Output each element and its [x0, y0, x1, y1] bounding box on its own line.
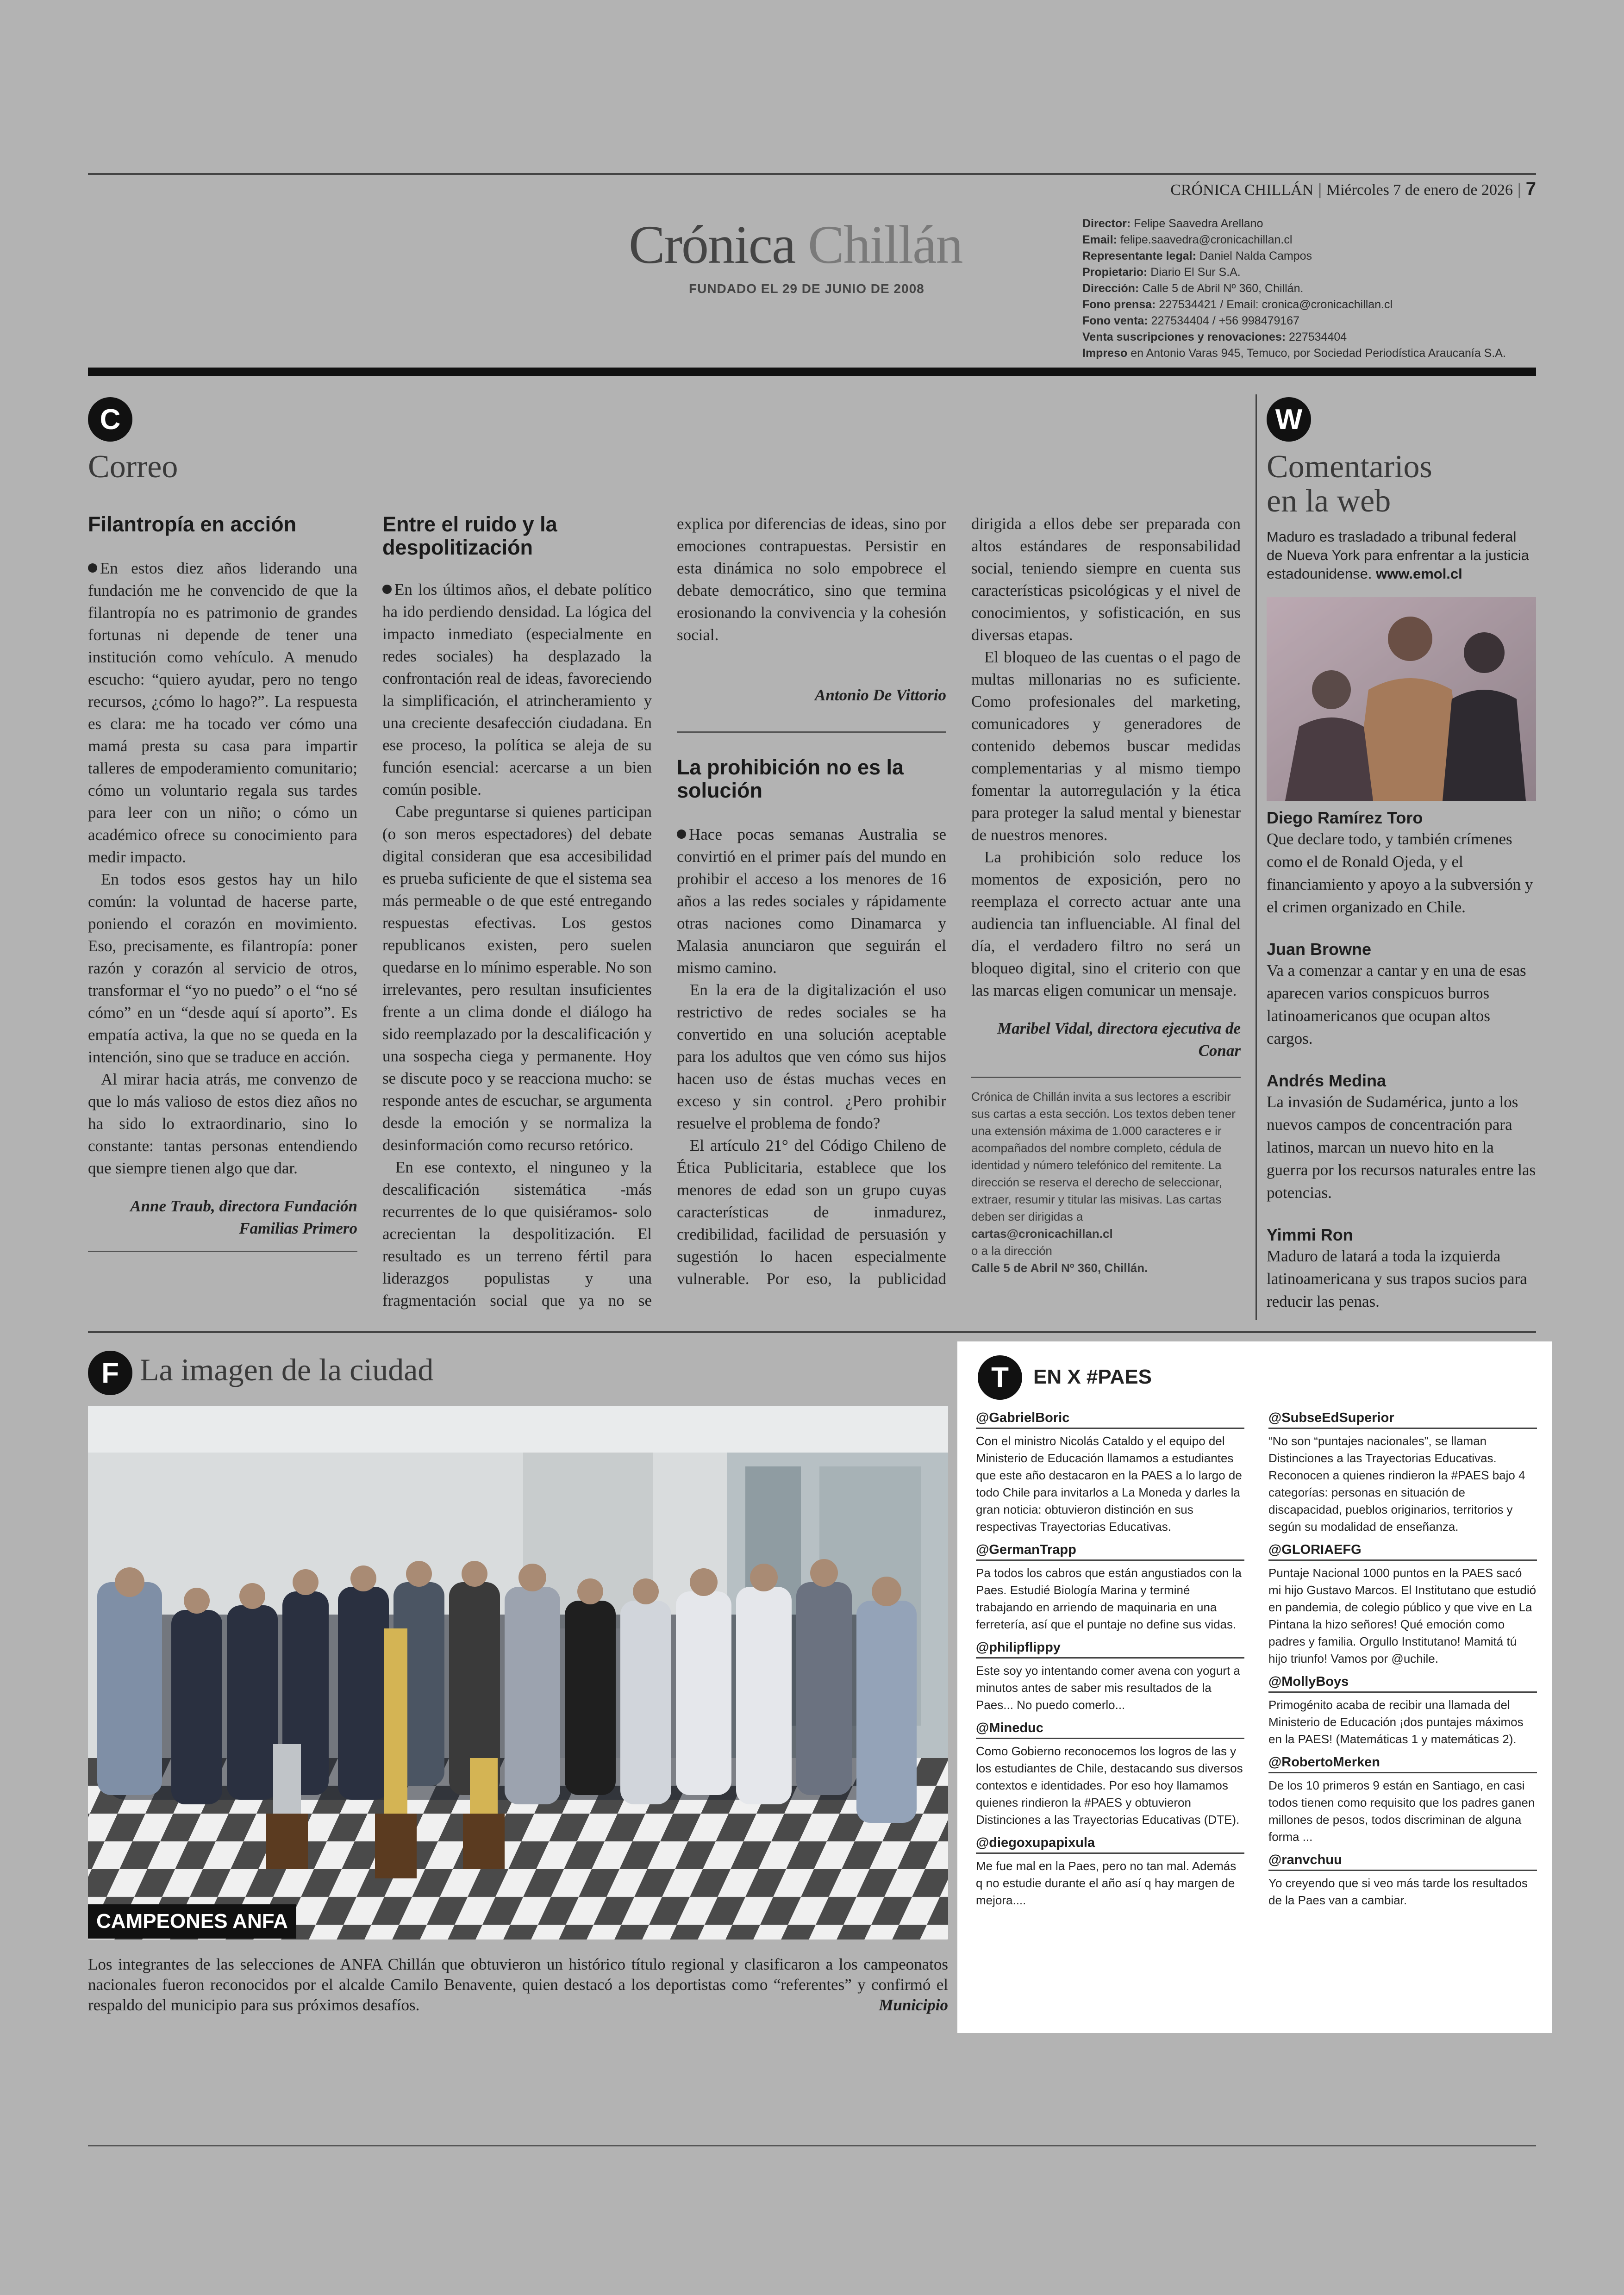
letter-paragraph: En los últimos años, el debate político ha ido perdiendo densidad. La lógica del impacto inmediato (especialmente en redes sociales) ha desplazado la confrontación real de ideas, favoreciendo la simplificación, el atrincheramiento y una creciente desafección ciudadana. En ese proceso, la política se aleja de su función esencial: acercarse a un bien común posible.	[382, 580, 652, 798]
logo-word-chillan: Chillán	[808, 214, 962, 275]
letter-filantropia	[88, 513, 357, 1252]
tweet-handle[interactable]: @ranvchuu	[1268, 1851, 1537, 1871]
comentarios-badge: W	[1267, 397, 1311, 442]
comment-text: Que declare todo, y también crímenes como el de Ronald Ojeda, y el financiamiento y apoyo a la subversión y el crimen organizado en Chile.	[1267, 830, 1533, 916]
campeones-photo	[88, 1406, 948, 1940]
bullet-icon	[677, 829, 686, 839]
running-title: CRÓNICA CHILLÁN	[1170, 181, 1314, 199]
tweet-text: “No son “puntajes nacionales”, se llaman Distinciones a las Trayectorias Educativas. Reconocen a quienes rindieron la #PAES bajo 4 categorías: personas en situación de discapacidad, pueblos originarios, territorios y según su modalidad de enseñanza.	[1268, 1434, 1525, 1534]
letter-paragraph: La prohibición solo reduce los momentos de exposición, pero no reemplaza el correcto actuar ante una audiencia tan influenciable. Al final del día, el verdadero filtro no será un bloqueo digital, sino el criterio con que las marcas eligen comunicar un mensaje.	[971, 848, 1241, 999]
photo-caption: Los integrantes de las selecciones de ANFA Chillán que obtuvieron un histórico título regional y clasificaron a los campeonatos nacionales fueron reconocidos por el alcalde Camilo Benavente, quien destacó a los deportistas como “referentes” y confirmó el respaldo del municipio para sus próximos desafíos. Municipio	[88, 1954, 948, 2015]
tweet-handle[interactable]: @diegoxupapixula	[976, 1834, 1244, 1854]
letter-signature: Antonio De Vittorio	[815, 686, 946, 704]
letter-paragraph: En ese contexto, el ninguneo y la descalificación sistemática -más recurrentes de lo que quisiéramos- solo acrecientan la despolitización. El resultado es un terreno fértil para liderazgos populistas y una fragmentación social que ya no se	[382, 1158, 652, 1310]
masthead-credits	[1082, 216, 1541, 362]
twitter-panel	[957, 1341, 1552, 2033]
twitter-badge: T	[978, 1355, 1022, 1400]
tweet-text: Pa todos los cabros que están angustiados con la Paes. Estudié Biología Marina y terminé trabajando en arriendo de maquinaria en una ferretería, así que el puntaje no define sus vidas.	[976, 1566, 1242, 1631]
photo-credit: Municipio	[879, 1996, 948, 2014]
tweet	[1268, 1541, 1537, 1667]
tweet-text: Con el ministro Nicolás Cataldo y el equipo del Ministerio de Educación llamamos a estudiantes que este año destacaron en la PAES a lo largo de todo Chile para invitarlos a La Moneda y darles la gran noticia: obtuvieron distinción en sus respectivas Trayectorias Educativas.	[976, 1434, 1242, 1534]
bullet-icon	[382, 585, 392, 594]
photo-label: CAMPEONES ANFA	[88, 1904, 296, 1939]
letter-paragraph-continued: dirigida a ellos debe ser preparada con altos estándares de responsabilidad social, teniendo siempre en cuenta sus características psicológicas y el nivel de conocimientos, y sofisticación, en sus diversas etapas.	[971, 515, 1241, 644]
credit-line: Fono venta: 227534404 / +56 998479167	[1082, 314, 1300, 327]
imagen-badge: F	[88, 1351, 132, 1395]
letter-despolitizacion-continued	[677, 513, 946, 1290]
tweet	[976, 1639, 1244, 1714]
comment-author: Juan Browne	[1267, 940, 1372, 959]
comments-list	[1267, 808, 1536, 1334]
maduro-photo	[1267, 597, 1536, 801]
credit-line: Director: Felipe Saavedra Arellano	[1082, 217, 1263, 230]
tweet	[1268, 1753, 1537, 1846]
letter-headline: Entre el ruido y la despolitización	[382, 512, 557, 559]
letter-paragraph: Hace pocas semanas Australia se convirtió en el primer país del mundo en prohibir el acceso a los menores de 16 años a las redes sociales y rápidamente otras naciones como Dinamarca y Malasia anunciaron que seguirán el mismo camino.	[677, 825, 946, 977]
notice-email[interactable]: cartas@cronicachillan.cl	[971, 1227, 1113, 1241]
masthead-thick-rule	[88, 368, 1536, 376]
notice-or: o a la dirección	[971, 1244, 1052, 1258]
tweet	[976, 1834, 1244, 1909]
tweet-text: Puntaje Nacional 1000 puntos en la PAES sacó mi hijo Gustavo Marcos. El Institutano que estudió en pandemia, de colegio público y que vive en La Pintana la hizo señores! Qué emoción como padres y familia. Orgullo Institutano! Mamitá tú hijo triunfo! Vamos por @uchile.	[1268, 1566, 1537, 1665]
comment	[1267, 808, 1536, 918]
tweet-text: De los 10 primeros 9 están en Santiago, en casi todos tienen como requisito que los padres ganen millones de pesos, todos discriminan de alguna forma ...	[1268, 1778, 1535, 1844]
tweet-handle[interactable]: @GLORIAEFG	[1268, 1541, 1537, 1561]
comment-text: La invasión de Sudamérica, junto a los nuevos campos de concentración para latinos, marcan un nuevo hito en la guerra por los recursos naturales entre las potencias.	[1267, 1093, 1536, 1202]
bullet-icon	[88, 563, 97, 573]
comment	[1267, 1071, 1536, 1204]
comment-author: Diego Ramírez Toro	[1267, 808, 1423, 827]
letter-signature: Maribel Vidal, directora ejecutiva de Conar	[997, 1019, 1241, 1060]
credit-line: Venta suscripciones y renovaciones: 227534404	[1082, 331, 1347, 343]
tweet	[976, 1719, 1244, 1828]
comment-author: Yimmi Ron	[1267, 1225, 1353, 1244]
tweet	[1268, 1409, 1537, 1535]
letter-paragraph: En todos esos gestos hay un hilo común: la voluntad de hacerse parte, poniendo el corazón en movimiento. Eso, precisamente, es filantropía: poner razón y corazón al servicio de otros, transformar el “yo no puedo” o el “no sé cómo” en un “desde aquí sí aporto”. Es empatía activa, la que no se queda en la intención, sino que se traduce en acción.	[88, 870, 357, 1066]
page-number: 7	[1525, 179, 1536, 199]
tweet-handle[interactable]: @GermanTrapp	[976, 1541, 1244, 1561]
comentarios-title: Comentarios en la web	[1267, 449, 1432, 519]
letter-paragraph: El artículo 21° del Código Chileno de Ética Publicitaria, establece que los menores de edad son un grupo cuyas características de inmadurez, credibilidad, facilidad de persuasión y sugestión lo hacen especialmente vulnerable. Por eso, la publicidad	[677, 1136, 946, 1288]
tweet-handle[interactable]: @Mineduc	[976, 1719, 1244, 1739]
top-rule	[88, 173, 1536, 175]
letter-paragraph: Al mirar hacia atrás, me convenzo de que lo más valioso de estos diez años no ha sido lo extraordinario, sino lo constante: tantas personas entendiendo que siempre tienen algo que dar.	[88, 1070, 357, 1177]
tweet-handle[interactable]: @MollyBoys	[1268, 1673, 1537, 1693]
comment	[1267, 1225, 1536, 1313]
notice-address: Calle 5 de Abril Nº 360, Chillán.	[971, 1261, 1148, 1275]
tweet-text: Me fue mal en la Paes, pero no tan mal. Además q no estudie durante el año así q hay margen de mejora....	[976, 1859, 1237, 1907]
lead-source[interactable]: www.emol.cl	[1376, 566, 1462, 582]
tweets-left-column	[976, 1409, 1244, 1915]
credit-line: Email: felipe.saavedra@cronicachillan.cl	[1082, 233, 1293, 246]
letter-paragraph-continued: explica por diferencias de ideas, sino por emociones contrapuestas. Persistir en esta dinámica no solo empobrece el debate democrático, sino que termina erosionando la convivencia y la cohesión social.	[677, 515, 946, 644]
masthead-logo	[629, 214, 962, 275]
credit-line: Representante legal: Daniel Nalda Campos	[1082, 249, 1312, 262]
letter-headline: La prohibición no es la solución	[677, 755, 904, 802]
comment-author: Andrés Medina	[1267, 1071, 1387, 1090]
letter-paragraph: En la era de la digitalización el uso restrictivo de redes sociales se ha convertido en una solución aceptable para los adultos que ven cómo sus hijos hacen uso de éstas muchas veces en exceso y sin control. ¿Pero prohibir resuelve el problema de fondo?	[677, 981, 946, 1132]
tweet-handle[interactable]: @philipflippy	[976, 1639, 1244, 1659]
tweet-text: Como Gobierno reconocemos los logros de las y los estudiantes de Chile, destacando sus diversos contextos e identidades. Por eso hoy llamamos quienes rindieron la #PAES y obtuvieron Distinciones a las Trayectorias Educativas (DTE).	[976, 1744, 1243, 1827]
tweet-handle[interactable]: @RobertoMerken	[1268, 1753, 1537, 1773]
correo-badge: C	[88, 397, 132, 442]
tweet-text: Yo creyendo que si veo más tarde los resultados de la Paes van a cambiar.	[1268, 1876, 1528, 1907]
comment	[1267, 940, 1536, 1050]
running-header: CRÓNICA CHILLÁN | Miércoles 7 de enero de 2026 | 7	[1170, 179, 1536, 199]
letter-signature: Anne Traub, directora Fundación Familias Primero	[130, 1197, 357, 1237]
tweet	[976, 1409, 1244, 1535]
tweet	[1268, 1851, 1537, 1909]
letter-paragraph: En estos diez años liderando una fundación me he convencido de que la filantropía no es patrimonio de grandes fortunas ni depende de tener una institución como vehículo. A menudo escucho: “quiero ayudar, pero no tengo recursos, ¿cómo lo hago?”. La respuesta es clara: me ha tocado ver cómo una mamá presta su casa para impartir talleres de empoderamiento comunitario; cómo un voluntario regala sus tardes para leer con un niño; o cómo un académico ofrece su conocimiento para medir impacto.	[88, 559, 357, 866]
issue-date: Miércoles 7 de enero de 2026	[1326, 181, 1513, 199]
credit-line: Fono prensa: 227534421 / Email: cronica@cronicachillan.cl	[1082, 298, 1393, 311]
submission-notice	[971, 1088, 1241, 1277]
tweet-text: Primogénito acaba de recibir una llamada del Ministerio de Educación ¡dos puntajes máximos en la PAES! (Matemáticas 1 y matemáticas 2).	[1268, 1698, 1524, 1746]
tweet	[1268, 1673, 1537, 1748]
bottom-rule	[88, 2145, 1536, 2146]
letter-headline: Filantropía en acción	[88, 512, 297, 536]
section-divider	[88, 1331, 1536, 1333]
tweet	[976, 1541, 1244, 1633]
tweets-right-column	[1268, 1409, 1537, 1915]
twitter-title: EN X #PAES	[1033, 1366, 1152, 1388]
credit-line: Impreso en Antonio Varas 945, Temuco, por Sociedad Periodística Araucanía S.A.	[1082, 347, 1506, 360]
tweet-handle[interactable]: @GabrielBoric	[976, 1409, 1244, 1429]
logo-word-cronica: Crónica	[629, 214, 795, 275]
column-divider	[1255, 394, 1257, 1320]
letter-paragraph: Cabe preguntarse si quienes participan (o son meros espectadores) del debate digital consideran que esa accesibilidad es prueba suficiente de que el sistema sea más permeable o de que esté entregando respuestas efectivas. Los gestos republicanos existen, pero suelen quedarse en lo mínimo esperable. No son irrelevantes, pero resultan insuficientes frente a un clima donde el diálogo ha sido reemplazado por la descalificación y una sospecha ciega y permanente. Hoy se discute poco y se reacciona mucho: se responde antes de escuchar, se argumenta desde la emoción y se normaliza la desinformación como recurso retórico.	[382, 803, 652, 1154]
founded-line: FUNDADO EL 29 DE JUNIO DE 2008	[689, 281, 924, 296]
notice-text: Crónica de Chillán invita a sus lectores a escribir sus cartas a esta sección. Los textos deben tener una extensión máxima de 1.000 caracteres e ir acompañados del nombre completo, cédula de identidad y número telefónico del remitente. La dirección se reserva el derecho de seleccionar, extraer, resumir y titular las misivas. Las cartas deben ser dirigidas a	[971, 1090, 1236, 1223]
credit-line: Dirección: Calle 5 de Abril Nº 360, Chillán.	[1082, 282, 1304, 295]
comentarios-lead: Maduro es trasladado a tribunal federal de Nueva York para enfrentar a la justicia estadounidense. www.emol.cl	[1267, 529, 1529, 582]
tweet-text: Este soy yo intentando comer avena con yogurt a minutos antes de saber mis resultados de la Paes... No puedo comerlo...	[976, 1664, 1240, 1712]
letter-despolitizacion	[382, 513, 652, 1312]
imagen-title: La imagen de la ciudad	[140, 1352, 434, 1387]
credit-line: Propietario: Diario El Sur S.A.	[1082, 266, 1241, 279]
letter-paragraph: El bloqueo de las cuentas o el pago de multas millonarias no es suficiente. Como profesionales del marketing, comunicadores y generadores de contenido debemos buscar medidas complementarias y al mismo tiempo fomentar la autorregulación y la ética para proteger la salud mental y bienestar de nuestros menores.	[971, 648, 1241, 844]
letter-prohibicion-continued	[971, 513, 1241, 1277]
tweet-handle[interactable]: @SubseEdSuperior	[1268, 1409, 1537, 1429]
comment-text: Va a comenzar a cantar y en una de esas aparecen varios conspicuos burros latinoamericanos que ocupan altos cargos.	[1267, 961, 1526, 1048]
comment-text: Maduro de latará a toda la izquierda latinoamericana y sus trapos sucios para reducir las penas.	[1267, 1247, 1527, 1310]
correo-title: Correo	[88, 449, 178, 485]
